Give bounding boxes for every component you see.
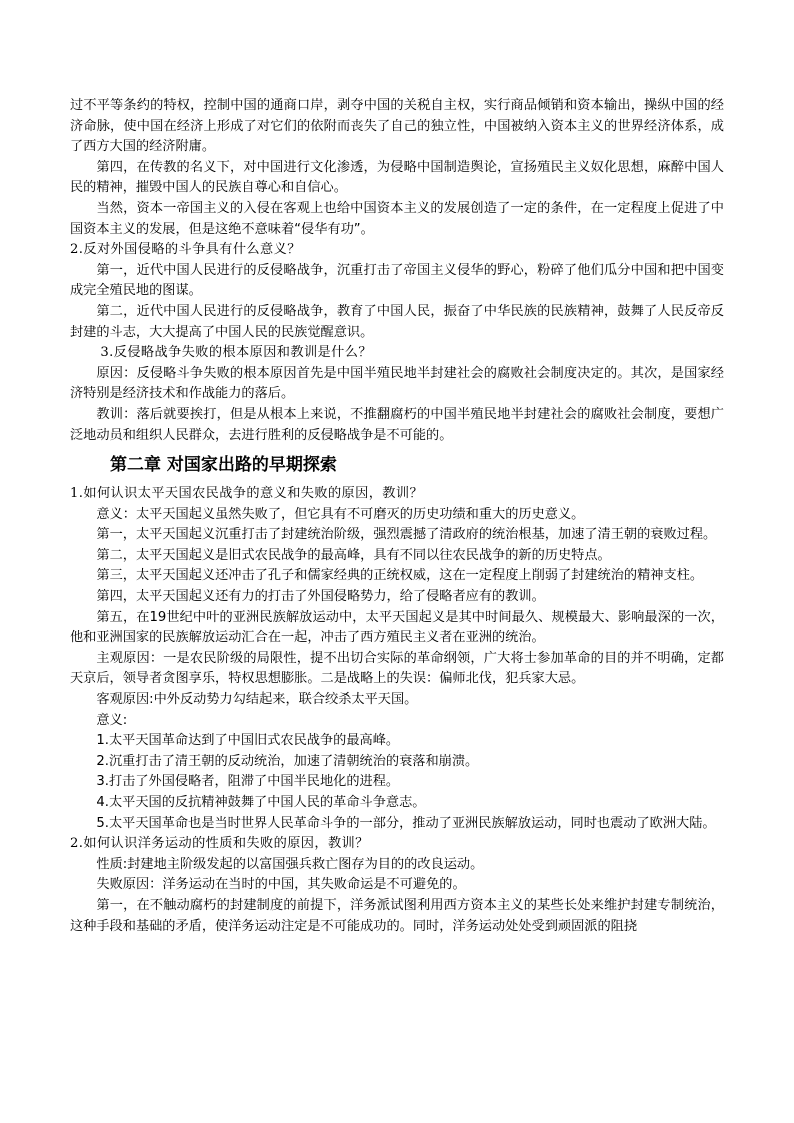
paragraph: 教训：落后就要挨打，但是从根本上来说，不推翻腐朽的中国半殖民地半封建社会的腐败社会制度，要想广泛地动员和组织人民群众，去进行胜利的反侵略战争是不可能的。 <box>70 406 724 443</box>
paragraph: 原因：反侵略斗争失败的根本原因首先是中国半殖民地半封建社会的腐败社会制度决定的。其次，是国家经济特别是经济技术和作战能力的落后。 <box>70 365 724 402</box>
list-item: 3.打击了外国侵略者，阻滞了中国半民地化的进程。 <box>96 774 400 790</box>
paragraph: 第四，太平天国起义还有力的打击了外国侵略势力，给了侵略者应有的教训。 <box>96 589 545 605</box>
paragraph: 第一，在不触动腐朽的封建制度的前提下，洋务派试图利用西方资本主义的某些长处来维护封建专制统治，这种手段和基础的矛盾，使洋务运动注定是不可能成功的。同时，洋务运动处处受到顽固派的阻挠 <box>70 897 724 934</box>
chapter-heading: 第二章 对国家出路的早期探索 <box>110 455 337 476</box>
paragraph: 过不平等条约的特权，控制中国的通商口岸，剥夺中国的关税自主权，实行商品倾销和资本输出，操纵中国的经济命脉，使中国在经济上形成了对它们的依附而丧失了自己的独立性，中国被纳入资本主义的世界经济体系，成了西方大国的经济附庸。 <box>70 98 724 155</box>
paragraph: 当然，资本一帝国主义的入侵在客观上也给中国资本主义的发展创造了一定的条件，在一定程度上促进了中国资本主义的发展，但是这绝不意味着“侵华有功”。 <box>70 200 724 237</box>
list-item: 4.太平天国的反抗精神鼓舞了中国人民的革命斗争意志。 <box>96 795 426 810</box>
question-heading: 2.反对外国侵略的斗争具有什么意义？ <box>70 242 301 258</box>
paragraph: 失败原因：洋务运动在当时的中国，其失败命运是不可避免的。 <box>96 877 466 893</box>
paragraph: 第二，太平天国起义是旧式农民战争的最高峰，具有不同以往农民战争的新的历史特点。 <box>96 547 611 563</box>
paragraph: 客观原因:中外反动势力勾结起来，联合绞杀太平天国。 <box>96 692 418 708</box>
paragraph: 第五，在19世纪中叶的亚洲民族解放运动中，太平天国起义是其中时间最久、规模最大、影响最深的一次，他和亚洲国家的民族解放运动汇合在一起，冲击了西方殖民主义者在亚洲的统治。 <box>70 609 724 646</box>
paragraph: 第三，太平天国起义还冲击了孔子和儒家经典的正统权威，这在一定程度上削弱了封建统治的精神支柱。 <box>96 568 704 584</box>
paragraph: 第二，近代中国人民进行的反侵略战争，教育了中国人民，振奋了中华民族的民族精神，鼓舞了人民反帝反封建的斗志，大大提高了中国人民的民族觉醒意识。 <box>70 303 724 340</box>
list-item: 1.太平天国革命达到了中国旧式农民战争的最高峰。 <box>96 733 400 749</box>
document-page <box>70 96 724 937</box>
paragraph: 意义: <box>96 712 128 728</box>
paragraph: 主观原因：一是农民阶级的局限性，提不出切合实际的革命纲领，广大将士参加革命的目的并不明确，定都天京后，领导者贪图享乐，特权思想膨胀。二是战略上的失误：偏师北伐，犯兵家大忌。 <box>70 650 724 687</box>
question-heading: 3.反侵略战争失败的根本原因和教训是什么？ <box>100 345 372 361</box>
list-item: 5.太平天国革命也是当时世界人民革命斗争的一部分，推动了亚洲民族解放运动，同时也震动了欧洲大陆。 <box>96 815 716 831</box>
question-heading: 1.如何认识太平天国农民战争的意义和失败的原因，教训？ <box>70 486 424 502</box>
paragraph: 第一，近代中国人民进行的反侵略战争，沉重打击了帝国主义侵华的野心，粉碎了他们瓜分中国和把中国变成完全殖民地的图谋。 <box>70 262 724 299</box>
paragraph: 意义：太平天国起义虽然失败了，但它具有不可磨灭的历史功绩和重大的历史意义。 <box>96 506 585 522</box>
paragraph: 第一，太平天国起义沉重打击了封建统治阶级，强烈震撼了清政府的统治根基，加速了清王朝的衰败过程。 <box>96 527 717 543</box>
paragraph: 性质:封建地主阶级发起的以富国强兵救亡图存为目的的改良运动。 <box>96 856 484 872</box>
list-item: 2.沉重打击了清王朝的反动统治，加速了清朝统治的衰落和崩溃。 <box>96 753 479 769</box>
paragraph: 第四，在传教的名义下，对中国进行文化渗透，为侵略中国制造舆论，宣扬殖民主义奴化思想，麻醉中国人民的精神，摧毁中国人的民族自尊心和自信心。 <box>70 159 724 196</box>
question-heading: 2.如何认识洋务运动的性质和失败的原因，教训？ <box>70 836 369 852</box>
